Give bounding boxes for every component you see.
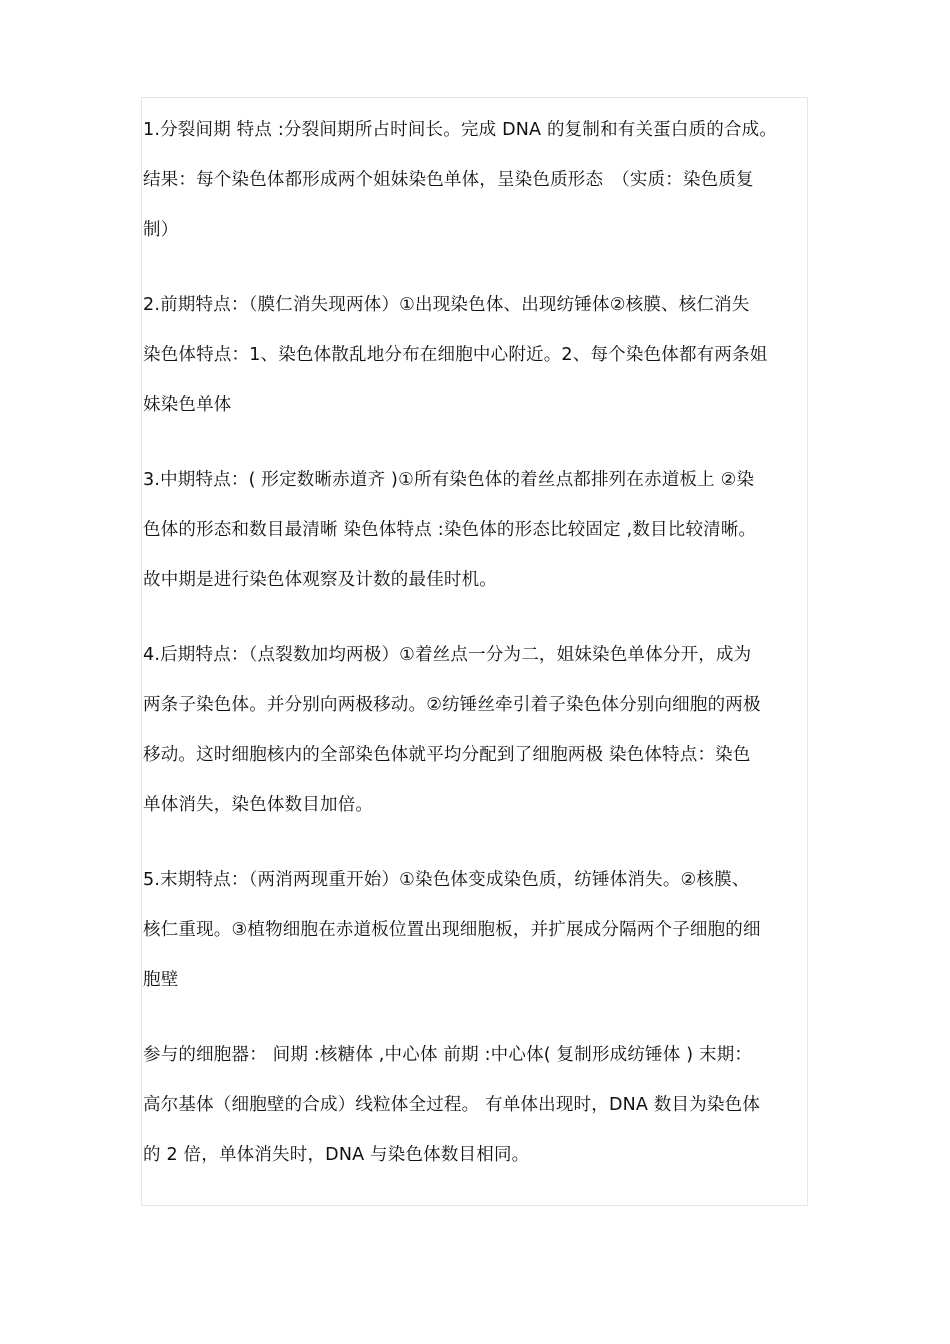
text-line: 染色体特点：1、染色体散乱地分布在细胞中心附近。2、每个染色体都有两条姐 [143, 345, 768, 365]
text-line: 色体的形态和数目最清晰 染色体特点 :染色体的形态比较固定 ,数目比较清晰。 [143, 520, 757, 540]
paragraph-organelles [143, 1030, 811, 1180]
text-line: 结果：每个染色体都形成两个姐妹染色单体，呈染色质形态 （实质：染色质复 [143, 170, 754, 190]
text-line: 2.前期特点：（膜仁消失现两体）①出现染色体、出现纺锤体②核膜、核仁消失 [143, 295, 750, 315]
text-line: 1.分裂间期 特点 :分裂间期所占时间长。完成 DNA 的复制和有关蛋白质的合成。 [143, 120, 778, 140]
text-line: 高尔基体（细胞壁的合成）线粒体全过程。 有单体出现时，DNA 数目为染色体 [143, 1095, 761, 1115]
text-line: 5.末期特点：（两消两现重开始）①染色体变成染色质，纺锤体消失。②核膜、 [143, 870, 750, 890]
paragraph-telophase [143, 855, 811, 1005]
text-line: 参与的细胞器： 间期 :核糖体 ,中心体 前期 :中心体( 复制形成纺锤体 ) 末期： [143, 1045, 753, 1065]
paragraph-interphase [143, 105, 811, 255]
paragraph-metaphase [143, 455, 811, 605]
text-line: 3.中期特点：( 形定数晰赤道齐 )①所有染色体的着丝点都排列在赤道板上 ②染 [143, 470, 755, 490]
text-line: 单体消失，染色体数目加倍。 [143, 795, 374, 815]
text-line: 制） [143, 220, 179, 240]
text-line: 移动。这时细胞核内的全部染色体就平均分配到了细胞两极 染色体特点：染色 [143, 745, 751, 765]
text-line: 胞壁 [143, 970, 179, 990]
text-line: 核仁重现。③植物细胞在赤道板位置出现细胞板，并扩展成分隔两个子细胞的细 [143, 920, 761, 940]
text-line: 的 2 倍，单体消失时，DNA 与染色体数目相同。 [143, 1145, 530, 1165]
paragraph-prophase [143, 280, 811, 430]
document-body [143, 105, 811, 1205]
text-line: 两条子染色体。并分别向两极移动。②纺锤丝牵引着子染色体分别向细胞的两极 [143, 695, 761, 715]
text-line: 故中期是进行染色体观察及计数的最佳时机。 [143, 570, 497, 590]
text-line: 妹染色单体 [143, 395, 232, 415]
paragraph-anaphase [143, 630, 811, 830]
text-line: 4.后期特点：（点裂数加均两极）①着丝点一分为二，姐妹染色单体分开，成为 [143, 645, 752, 665]
